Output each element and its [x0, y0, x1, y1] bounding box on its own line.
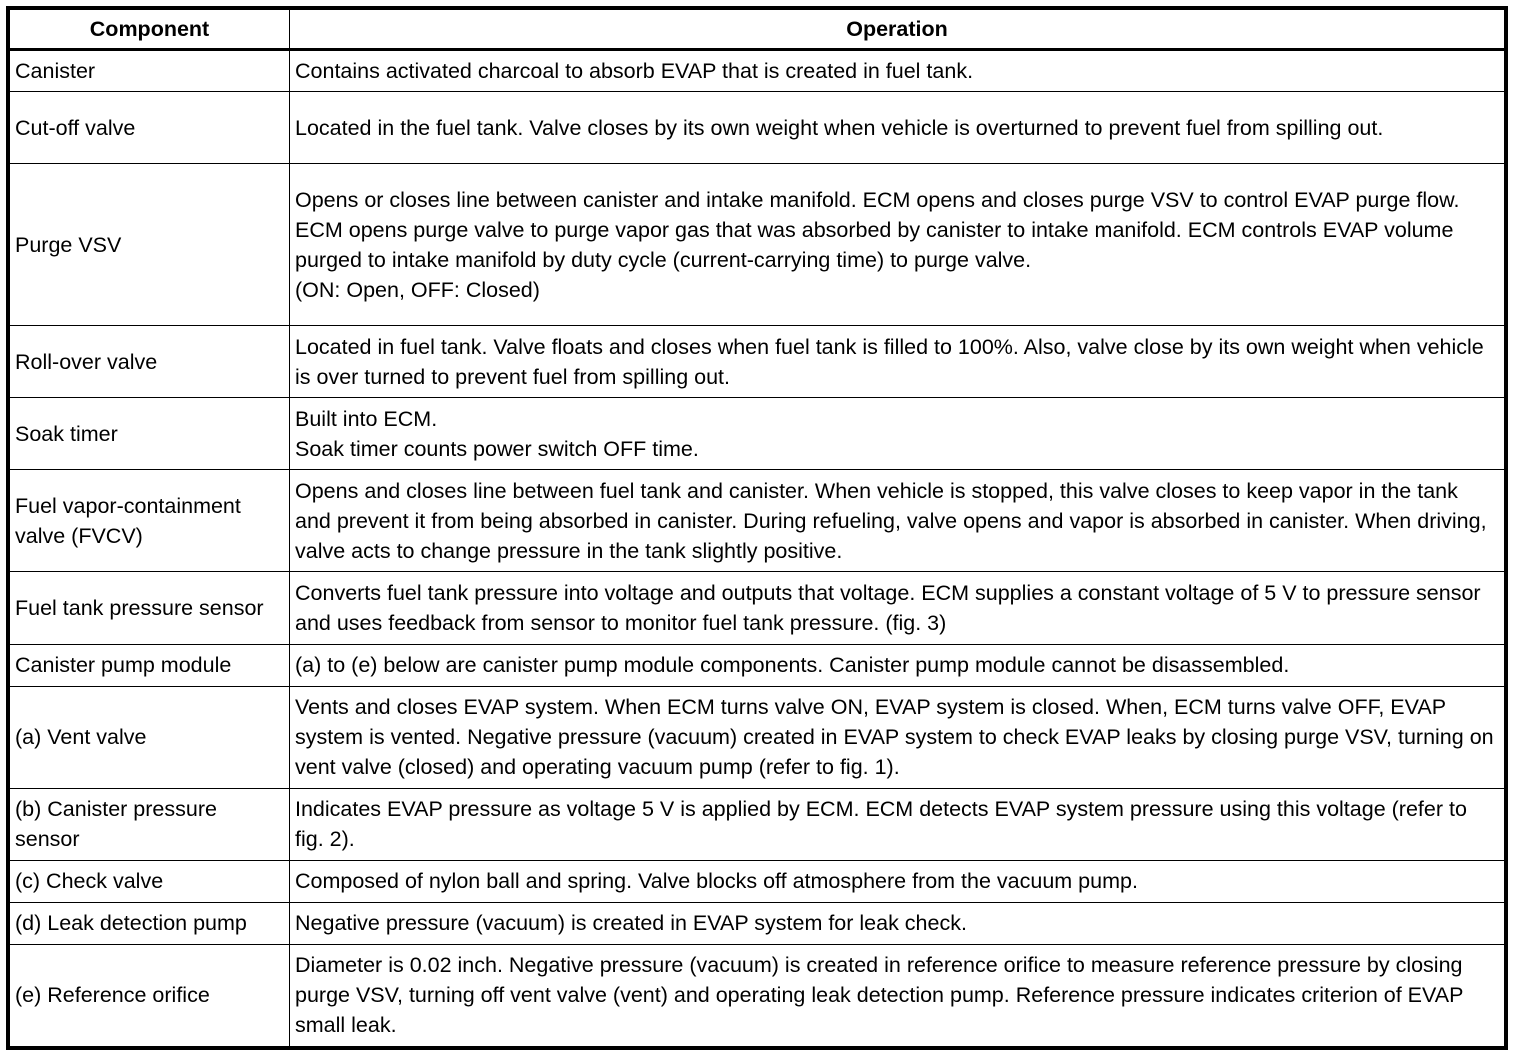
operation-cell	[290, 944, 1505, 1046]
component-cell: Canister pump module	[10, 644, 290, 686]
component-cell: Cut-off valve	[10, 92, 290, 164]
table-row	[10, 164, 1505, 326]
operation-cell	[290, 644, 1505, 686]
operation-cell	[290, 92, 1505, 164]
component-cell: Fuel tank pressure sensor	[10, 572, 290, 644]
operation-text: (a) to (e) below are canister pump module components. Canister pump module cannot be disassembled.	[295, 653, 1290, 678]
operation-text: Soak timer counts power switch OFF time.	[295, 436, 699, 461]
component-cell: (c) Check valve	[10, 860, 290, 902]
component-cell: Purge VSV	[10, 164, 290, 326]
table-row	[10, 470, 1505, 572]
operation-text: (ON: Open, OFF: Closed)	[295, 277, 540, 302]
component-cell: (e) Reference orifice	[10, 944, 290, 1046]
component-cell: Fuel vapor-containment valve (FVCV)	[10, 470, 290, 572]
table-row	[10, 686, 1505, 788]
table-row	[10, 860, 1505, 902]
table-row	[10, 326, 1505, 398]
table-row	[10, 944, 1505, 1046]
operation-cell	[290, 326, 1505, 398]
operation-text: Converts fuel tank pressure into voltage and outputs that voltage. ECM supplies a constant voltage of 5 V to pressure sensor and uses feedback from sensor to monitor fuel tank pressure. (fig. 3)	[295, 581, 1481, 635]
component-cell: (a) Vent valve	[10, 686, 290, 788]
table-row	[10, 92, 1505, 164]
component-cell: Roll-over valve	[10, 326, 290, 398]
header-operation: Operation	[290, 10, 1505, 50]
table-row	[10, 902, 1505, 944]
operation-text: Composed of nylon ball and spring. Valve blocks off atmosphere from the vacuum pump.	[295, 869, 1138, 894]
operation-cell	[290, 572, 1505, 644]
operation-cell	[290, 860, 1505, 902]
operation-cell	[290, 398, 1505, 470]
table-header-row	[10, 10, 1505, 50]
component-operation-table	[9, 9, 1505, 1047]
component-cell: (d) Leak detection pump	[10, 902, 290, 944]
operation-text: Contains activated charcoal to absorb EVAP that is created in fuel tank.	[295, 59, 974, 84]
table-row	[10, 50, 1505, 92]
operation-text: Opens and closes line between fuel tank and canister. When vehicle is stopped, this valve closes to keep vapor in the tank and prevent it from being absorbed in canister. During refueling, valve opens and vapor is absorbed in canister. When driving, valve acts to change pressure in the tank slightly positive.	[295, 478, 1487, 563]
table-row	[10, 644, 1505, 686]
operation-text: Built into ECM.	[295, 406, 438, 431]
operation-cell	[290, 470, 1505, 572]
table-row	[10, 572, 1505, 644]
operation-text: Located in the fuel tank. Valve closes by its own weight when vehicle is overturned to prevent fuel from spilling out.	[295, 115, 1384, 140]
operation-cell	[290, 164, 1505, 326]
component-operation-table-frame	[6, 6, 1508, 1050]
operation-text: Negative pressure (vacuum) is created in EVAP system for leak check.	[295, 911, 967, 936]
table-body	[10, 50, 1505, 1047]
operation-text: Located in fuel tank. Valve floats and closes when fuel tank is filled to 100%. Also, valve close by its own weight when vehicle is over turned to prevent fuel from spilling out.	[295, 334, 1484, 389]
header-component: Component	[10, 10, 290, 50]
operation-cell	[290, 788, 1505, 860]
operation-cell	[290, 902, 1505, 944]
operation-text: Opens or closes line between canister and intake manifold. ECM opens and closes purge VSV to control EVAP purge flow. ECM opens purge valve to purge vapor gas that was absorbed by canister to intake manifold. ECM controls EVAP volume purged to intake manifold by duty cycle (current-carrying time) to purge valve.	[295, 187, 1460, 272]
component-cell: (b) Canister pressure sensor	[10, 788, 290, 860]
operation-text: Diameter is 0.02 inch. Negative pressure (vacuum) is created in reference orifice to measure reference pressure by closing purge VSV, turning off vent valve (vent) and operating leak detection pump. Reference pressure indicates criterion of EVAP small leak.	[295, 953, 1464, 1038]
table-row	[10, 398, 1505, 470]
component-cell: Soak timer	[10, 398, 290, 470]
table-row	[10, 788, 1505, 860]
component-cell: Canister	[10, 50, 290, 92]
operation-cell	[290, 686, 1505, 788]
operation-text: Indicates EVAP pressure as voltage 5 V is applied by ECM. ECM detects EVAP system pressure using this voltage (refer to fig. 2).	[295, 797, 1467, 852]
operation-text: Vents and closes EVAP system. When ECM turns valve ON, EVAP system is closed. When, ECM turns valve OFF, EVAP system is vented. Negative pressure (vacuum) created in EVAP system to check EVAP leaks by closing purge VSV, turning on vent valve (closed) and operating vacuum pump (refer to fig. 1).	[295, 695, 1494, 780]
operation-cell	[290, 50, 1505, 92]
